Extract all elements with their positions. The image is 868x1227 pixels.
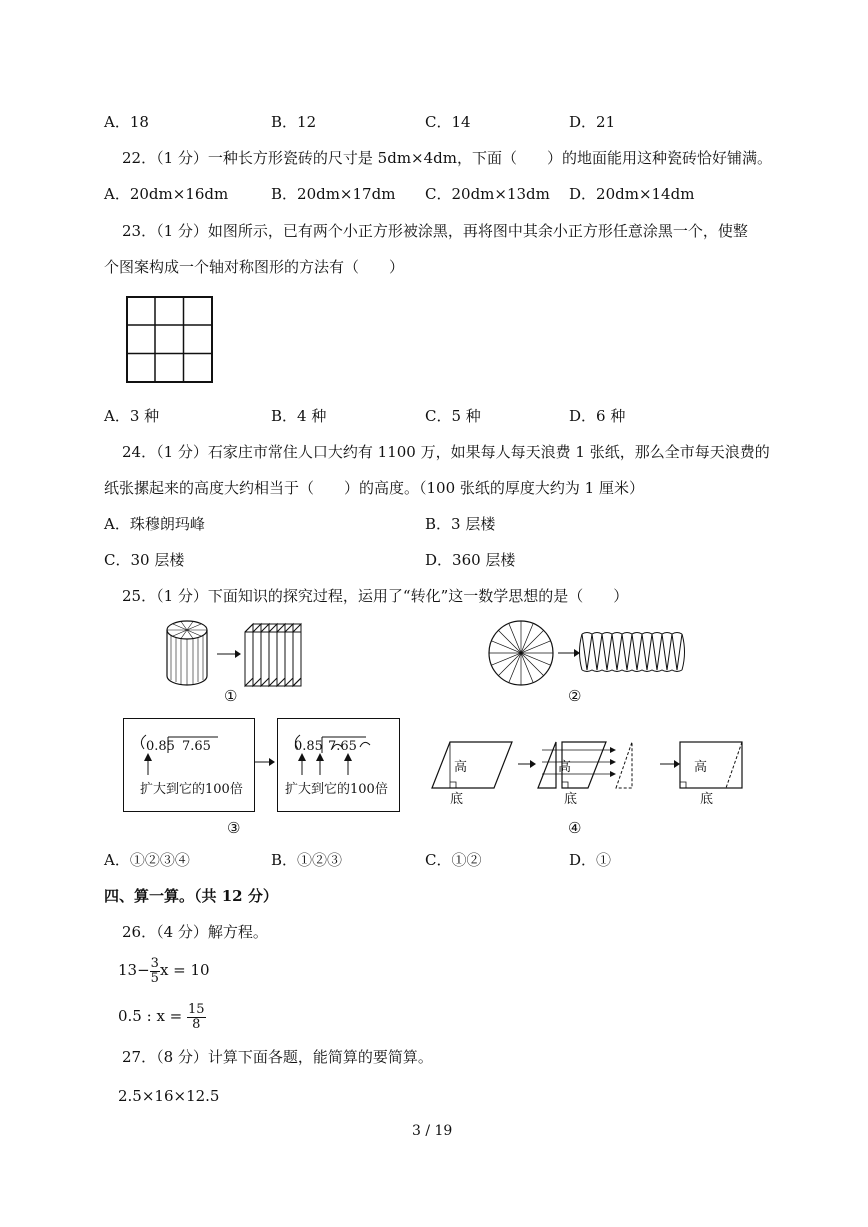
q25-figure-2-circle <box>488 620 698 688</box>
q23-option-d[interactable]: D．6 种 <box>569 407 626 425</box>
q25-figure-3-box-left <box>123 718 255 812</box>
q25-stem: 25．（1 分）下面知识的探究过程，运用了“转化”这一数学思想的是（ ） <box>122 587 629 605</box>
q23-stem-line1: 23．（1 分）如图所示，已有两个小正方形被涂黑，再将图中其余小正方形任意涂黑一个，使整 <box>122 222 748 240</box>
q25-option-d[interactable]: D．① <box>569 851 612 869</box>
q25-figure-1-cylinder <box>165 618 325 688</box>
q24-option-a[interactable]: A．珠穆朗玛峰 <box>104 515 205 533</box>
q25-option-a[interactable]: A．①②③④ <box>104 851 190 869</box>
q23-grid-figure <box>126 296 214 384</box>
q21-option-a[interactable]: A．18 <box>104 113 149 131</box>
q26-eq2-fraction <box>187 1003 206 1032</box>
q25-figure-3-label: ③ <box>227 819 241 837</box>
q26-eq2-left: 0.5 : x = <box>118 1007 183 1025</box>
q25-divisor-2: 0.85 <box>294 739 323 754</box>
q27-stem: 27．（8 分）计算下面各题，能简算的要简算。 <box>122 1048 433 1066</box>
q27-expression-1: 2.5×16×12.5 <box>118 1087 220 1105</box>
q25-base-label-3: 底 <box>700 792 714 807</box>
q25-figure-4-label: ④ <box>568 819 582 837</box>
section-4-title: 四、算一算。（共 12 分） <box>104 887 278 905</box>
q25-base-label-1: 底 <box>450 792 464 807</box>
q22-option-b[interactable]: B．20dm×17dm <box>271 185 396 203</box>
q22-option-c[interactable]: C．20dm×13dm <box>425 185 550 203</box>
q26-equation-2 <box>118 998 206 1038</box>
q24-stem-line1: 24．（1 分）石家庄市常住人口大约有 1100 万，如果每人每天浪费 1 张纸，那么全市每天浪费的 <box>122 443 770 461</box>
q23-option-b[interactable]: B．4 种 <box>271 407 327 425</box>
q22-option-a[interactable]: A．20dm×16dm <box>104 185 229 203</box>
q23-option-a[interactable]: A．3 种 <box>104 407 160 425</box>
q25-dividend: 7.65 <box>182 739 211 754</box>
q25-option-c[interactable]: C．①② <box>425 851 482 869</box>
q26-eq2-denominator: 8 <box>192 1016 201 1032</box>
q26-eq2-numerator: 15 <box>188 1001 205 1017</box>
q24-stem-line2: 纸张摞起来的高度大约相当于（ ）的高度。（100 张纸的厚度大约为 1 厘米） <box>104 479 644 497</box>
q24-option-d[interactable]: D．360 层楼 <box>425 551 516 569</box>
q25-base-label-2: 底 <box>564 792 578 807</box>
q23-stem-line2: 个图案构成一个轴对称图形的方法有（ ） <box>104 258 405 276</box>
q21-option-d[interactable]: D．21 <box>569 113 616 131</box>
q25-enlarge-text-2: 扩大到它的100倍 <box>285 782 388 797</box>
q21-option-b[interactable]: B．12 <box>271 113 317 131</box>
page-number: 3 / 19 <box>412 1123 453 1139</box>
q25-height-label-2: 高 <box>558 760 572 775</box>
q26-eq1-numerator: 3 <box>150 955 159 971</box>
q25-height-label-3: 高 <box>694 760 708 775</box>
q22-stem: 22．（1 分）一种长方形瓷砖的尺寸是 5dm×4dm，下面（ ）的地面能用这种瓷砖恰好铺满。 <box>122 149 772 167</box>
q25-height-label-1: 高 <box>454 760 468 775</box>
q23-option-c[interactable]: C．5 种 <box>425 407 481 425</box>
q25-dividend-2: 7.65 <box>328 739 357 754</box>
q25-enlarge-text: 扩大到它的100倍 <box>140 782 243 797</box>
q24-option-b[interactable]: B．3 层楼 <box>425 515 496 533</box>
q26-stem: 26．（4 分）解方程。 <box>122 923 268 941</box>
q26-equation-1 <box>118 952 210 992</box>
q26-eq1-denominator: 5 <box>150 970 159 986</box>
q26-eq1-right: x = 10 <box>159 961 210 979</box>
q24-option-c[interactable]: C．30 层楼 <box>104 551 185 569</box>
q22-option-d[interactable]: D．20dm×14dm <box>569 185 695 203</box>
q26-eq1-left: 13− <box>118 961 150 979</box>
q26-eq1-fraction <box>150 957 160 986</box>
q25-option-b[interactable]: B．①②③ <box>271 851 343 869</box>
q21-option-c[interactable]: C．14 <box>425 113 471 131</box>
q25-figure-3-box-right <box>277 718 400 812</box>
q25-figure-1-label: ① <box>224 687 238 705</box>
q25-divisor: 0.85 <box>146 739 175 754</box>
q25-figure-2-label: ② <box>568 687 582 705</box>
arrow-right-icon <box>254 756 276 768</box>
